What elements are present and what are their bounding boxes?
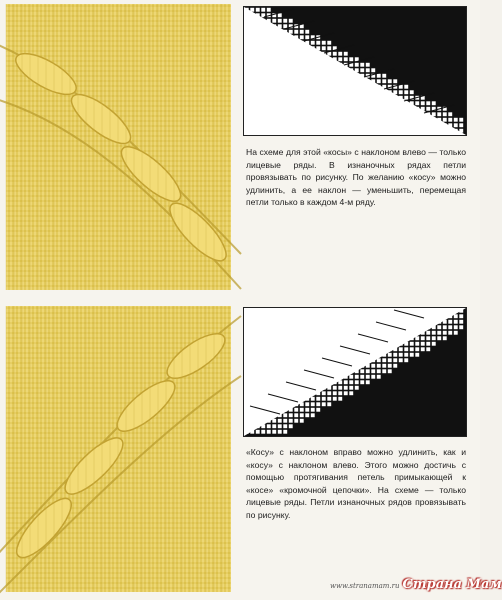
site-watermark bbox=[330, 577, 502, 595]
cable-right-caption: «Косу» с наклоном вправо можно удлинить, как и «косу» с наклоном влево. Этого можно достичь с помощью протягивания петель примыкающей к «косе» «кромочной цепочки». На схеме — только лицевые ряды. Петли изнаночных рядов провязывать по рисунку. bbox=[246, 447, 466, 520]
watermark-logo-text: Страна Мам bbox=[402, 577, 502, 592]
cable-right-swatch-photo bbox=[6, 306, 231, 592]
watermark-url: www.stranamam.ru bbox=[330, 582, 400, 590]
cable-left-swatch-photo bbox=[6, 4, 231, 290]
cable-right-chart bbox=[243, 307, 467, 437]
cable-left-chart bbox=[243, 6, 467, 136]
cable-left-caption: На схеме для этой «косы» с наклоном влево — только лицевые ряды. В изнаночных рядах петли провязывать по рисунку. По желанию «косу» можно удлинить, а ее наклон — уменьшить, перемещая петли только в каждом 4-м ряду. bbox=[246, 147, 466, 207]
